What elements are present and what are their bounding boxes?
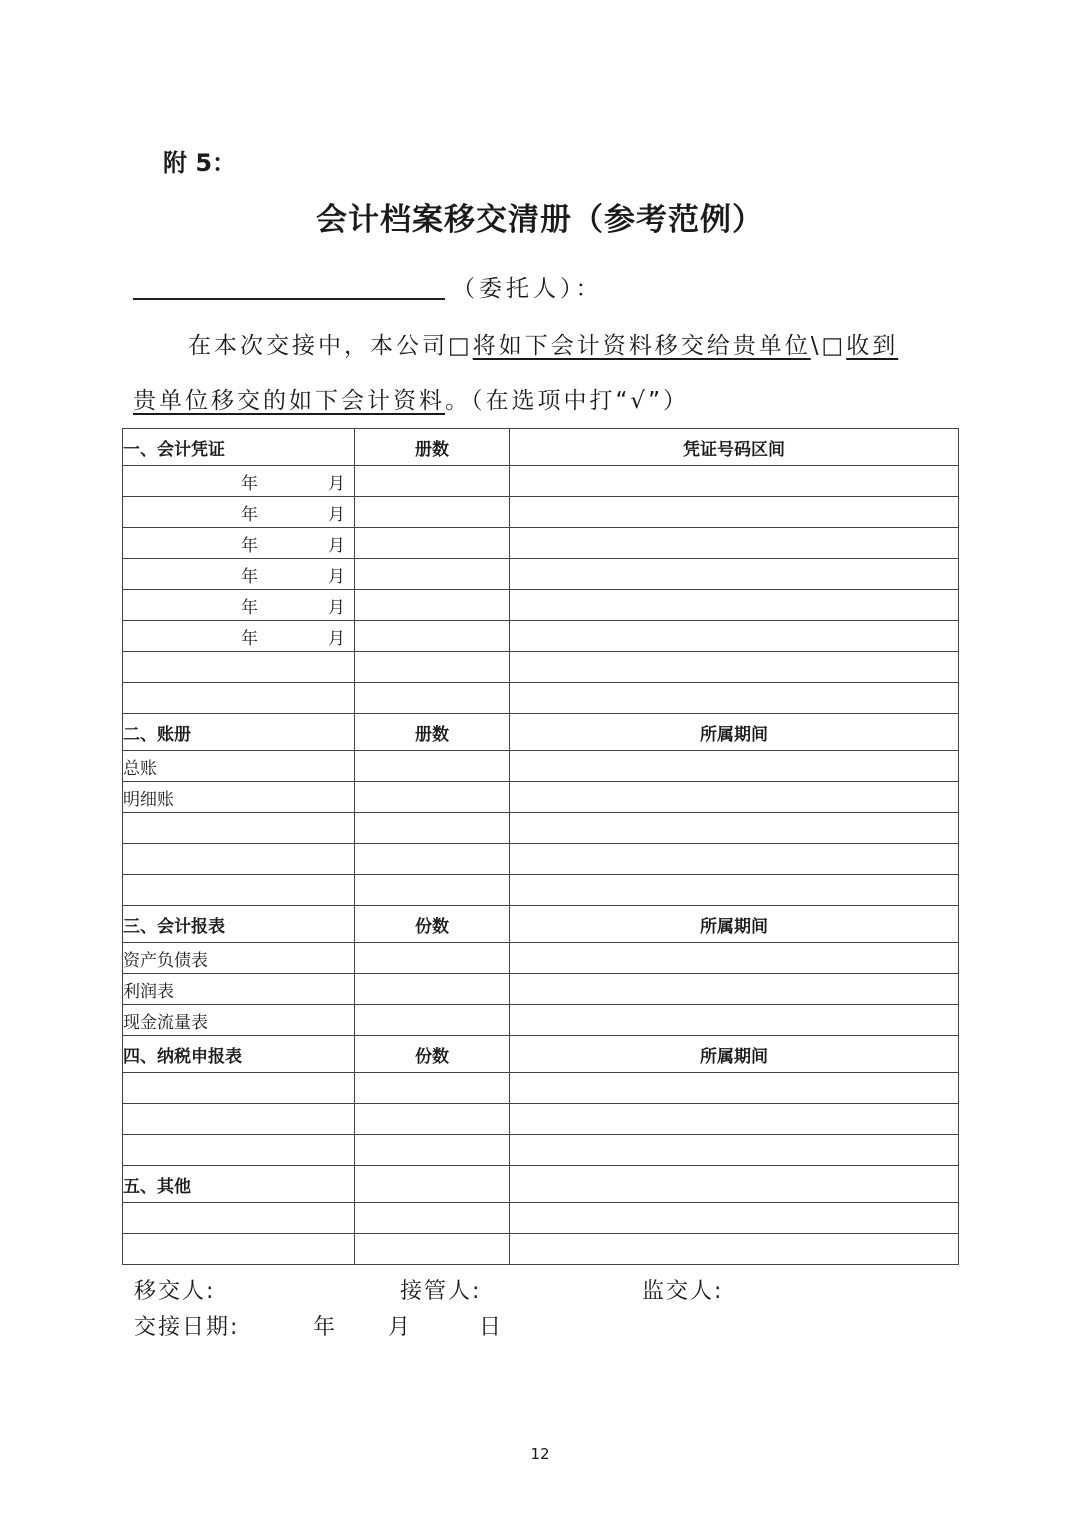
table-cell[interactable] bbox=[355, 782, 510, 813]
table-row bbox=[123, 1234, 959, 1265]
table-row bbox=[123, 943, 959, 974]
section-header-reports bbox=[123, 906, 959, 943]
table-cell[interactable] bbox=[510, 943, 959, 974]
table-cell[interactable] bbox=[510, 751, 959, 782]
table-cell[interactable] bbox=[355, 875, 510, 906]
table-row bbox=[123, 466, 959, 497]
entrust-label: （委托人）： bbox=[452, 276, 603, 302]
intro-line-2 bbox=[133, 382, 689, 415]
table-cell[interactable] bbox=[123, 1234, 355, 1265]
supervisor-label: 监交人: bbox=[642, 1279, 724, 1304]
table-cell[interactable] bbox=[510, 652, 959, 683]
option-receive-part2: 贵单位移交的如下会计资料 bbox=[133, 388, 445, 414]
date-month-label: 月 bbox=[388, 1315, 411, 1340]
table-cell[interactable] bbox=[355, 751, 510, 782]
table-cell[interactable] bbox=[510, 1203, 959, 1234]
table-cell[interactable] bbox=[355, 844, 510, 875]
checkbox-transfer[interactable]: □ bbox=[448, 333, 473, 359]
table-row bbox=[123, 782, 959, 813]
table-cell[interactable] bbox=[510, 1166, 959, 1203]
column-header-period: 所属期间 bbox=[510, 906, 959, 943]
transferor-label: 移交人: bbox=[134, 1279, 216, 1304]
year-month-cell[interactable]: 年 月 bbox=[123, 528, 355, 559]
table-cell[interactable] bbox=[510, 1005, 959, 1036]
table-row bbox=[123, 844, 959, 875]
table-cell[interactable] bbox=[123, 875, 355, 906]
table-cell[interactable] bbox=[510, 683, 959, 714]
table-cell[interactable] bbox=[510, 1234, 959, 1265]
annex-label: 附 5： bbox=[163, 149, 237, 177]
column-header-volumes: 册数 bbox=[355, 714, 510, 751]
archive-transfer-table bbox=[122, 428, 959, 1265]
table-cell[interactable] bbox=[123, 1073, 355, 1104]
table-cell[interactable] bbox=[510, 590, 959, 621]
section-header-tax-returns bbox=[123, 1036, 959, 1073]
section-title: 二、账册 bbox=[123, 714, 355, 751]
table-cell[interactable] bbox=[355, 1073, 510, 1104]
item-label: 资产负债表 bbox=[123, 943, 355, 974]
year-month-cell[interactable]: 年 月 bbox=[123, 559, 355, 590]
option-receive-part1: 收到 bbox=[846, 333, 899, 359]
item-label: 现金流量表 bbox=[123, 1005, 355, 1036]
section-header-ledgers bbox=[123, 714, 959, 751]
table-row bbox=[123, 621, 959, 652]
page-number: 12 bbox=[530, 1445, 550, 1463]
item-label: 总账 bbox=[123, 751, 355, 782]
table-cell[interactable] bbox=[123, 683, 355, 714]
column-header-period: 所属期间 bbox=[510, 714, 959, 751]
column-header-volumes: 册数 bbox=[355, 429, 510, 466]
table-row bbox=[123, 559, 959, 590]
table-row bbox=[123, 813, 959, 844]
table-cell[interactable] bbox=[510, 1104, 959, 1135]
table-cell[interactable] bbox=[510, 974, 959, 1005]
table-cell[interactable] bbox=[355, 497, 510, 528]
table-cell[interactable] bbox=[355, 1203, 510, 1234]
table-cell[interactable] bbox=[510, 1073, 959, 1104]
table-row bbox=[123, 1203, 959, 1234]
table-cell[interactable] bbox=[510, 466, 959, 497]
table-row bbox=[123, 974, 959, 1005]
column-header-copies: 份数 bbox=[355, 906, 510, 943]
item-label: 利润表 bbox=[123, 974, 355, 1005]
section-title: 五、其他 bbox=[123, 1166, 355, 1203]
table-row bbox=[123, 652, 959, 683]
table-cell[interactable] bbox=[510, 497, 959, 528]
date-year-label: 年 bbox=[313, 1315, 336, 1340]
table-cell[interactable] bbox=[355, 559, 510, 590]
table-cell[interactable] bbox=[123, 1135, 355, 1166]
table-cell[interactable] bbox=[123, 1203, 355, 1234]
table-cell[interactable] bbox=[355, 943, 510, 974]
page-title: 会计档案移交清册（参考范例） bbox=[316, 202, 764, 238]
table-cell[interactable] bbox=[510, 875, 959, 906]
table-cell[interactable] bbox=[355, 1234, 510, 1265]
entrust-blank-line[interactable] bbox=[133, 297, 445, 300]
intro-part1: 在本次交接中，本公司 bbox=[188, 333, 448, 359]
table-cell[interactable] bbox=[510, 813, 959, 844]
table-cell[interactable] bbox=[355, 1135, 510, 1166]
table-cell[interactable] bbox=[355, 683, 510, 714]
table-cell[interactable] bbox=[510, 528, 959, 559]
section-title: 四、纳税申报表 bbox=[123, 1036, 355, 1073]
table-cell[interactable] bbox=[123, 652, 355, 683]
column-header-voucher-range: 凭证号码区间 bbox=[510, 429, 959, 466]
table-cell[interactable] bbox=[510, 621, 959, 652]
table-row bbox=[123, 528, 959, 559]
receiver-label: 接管人: bbox=[400, 1279, 482, 1304]
table-cell[interactable] bbox=[355, 466, 510, 497]
year-month-cell[interactable]: 年 月 bbox=[123, 466, 355, 497]
table-cell[interactable] bbox=[510, 1135, 959, 1166]
table-row bbox=[123, 1104, 959, 1135]
option-separator: \ bbox=[810, 333, 822, 359]
table-cell[interactable] bbox=[510, 844, 959, 875]
intro-line-1 bbox=[188, 327, 898, 360]
table-row bbox=[123, 1005, 959, 1036]
table-cell[interactable] bbox=[123, 813, 355, 844]
table-cell[interactable] bbox=[355, 1166, 510, 1203]
section-title: 一、会计凭证 bbox=[123, 429, 355, 466]
table-row bbox=[123, 590, 959, 621]
table-cell[interactable] bbox=[123, 1104, 355, 1135]
option-transfer: 将如下会计资料移交给贵单位 bbox=[472, 333, 811, 359]
section-header-vouchers bbox=[123, 429, 959, 466]
section-title: 三、会计报表 bbox=[123, 906, 355, 943]
table-cell[interactable] bbox=[123, 844, 355, 875]
table-cell[interactable] bbox=[355, 652, 510, 683]
table-cell[interactable] bbox=[355, 1005, 510, 1036]
intro-end: 。（在选项中打“√”） bbox=[445, 388, 689, 414]
section-header-other bbox=[123, 1166, 959, 1203]
table-cell[interactable] bbox=[355, 974, 510, 1005]
table-row bbox=[123, 1073, 959, 1104]
year-month-cell[interactable]: 年 月 bbox=[123, 621, 355, 652]
date-day-label: 日 bbox=[479, 1315, 502, 1340]
table-row bbox=[123, 683, 959, 714]
year-month-cell[interactable]: 年 月 bbox=[123, 497, 355, 528]
table-cell[interactable] bbox=[355, 528, 510, 559]
table-row bbox=[123, 751, 959, 782]
table-row bbox=[123, 875, 959, 906]
table-row bbox=[123, 1135, 959, 1166]
table-cell[interactable] bbox=[355, 1104, 510, 1135]
table-cell[interactable] bbox=[355, 813, 510, 844]
item-label: 明细账 bbox=[123, 782, 355, 813]
column-header-copies: 份数 bbox=[355, 1036, 510, 1073]
column-header-period: 所属期间 bbox=[510, 1036, 959, 1073]
checkbox-receive[interactable]: □ bbox=[821, 333, 847, 359]
table-cell[interactable] bbox=[355, 621, 510, 652]
table-row bbox=[123, 497, 959, 528]
table-cell[interactable] bbox=[510, 559, 959, 590]
handover-date-label: 交接日期: bbox=[134, 1315, 240, 1340]
year-month-cell[interactable]: 年 月 bbox=[123, 590, 355, 621]
table-cell[interactable] bbox=[355, 590, 510, 621]
table-cell[interactable] bbox=[510, 782, 959, 813]
